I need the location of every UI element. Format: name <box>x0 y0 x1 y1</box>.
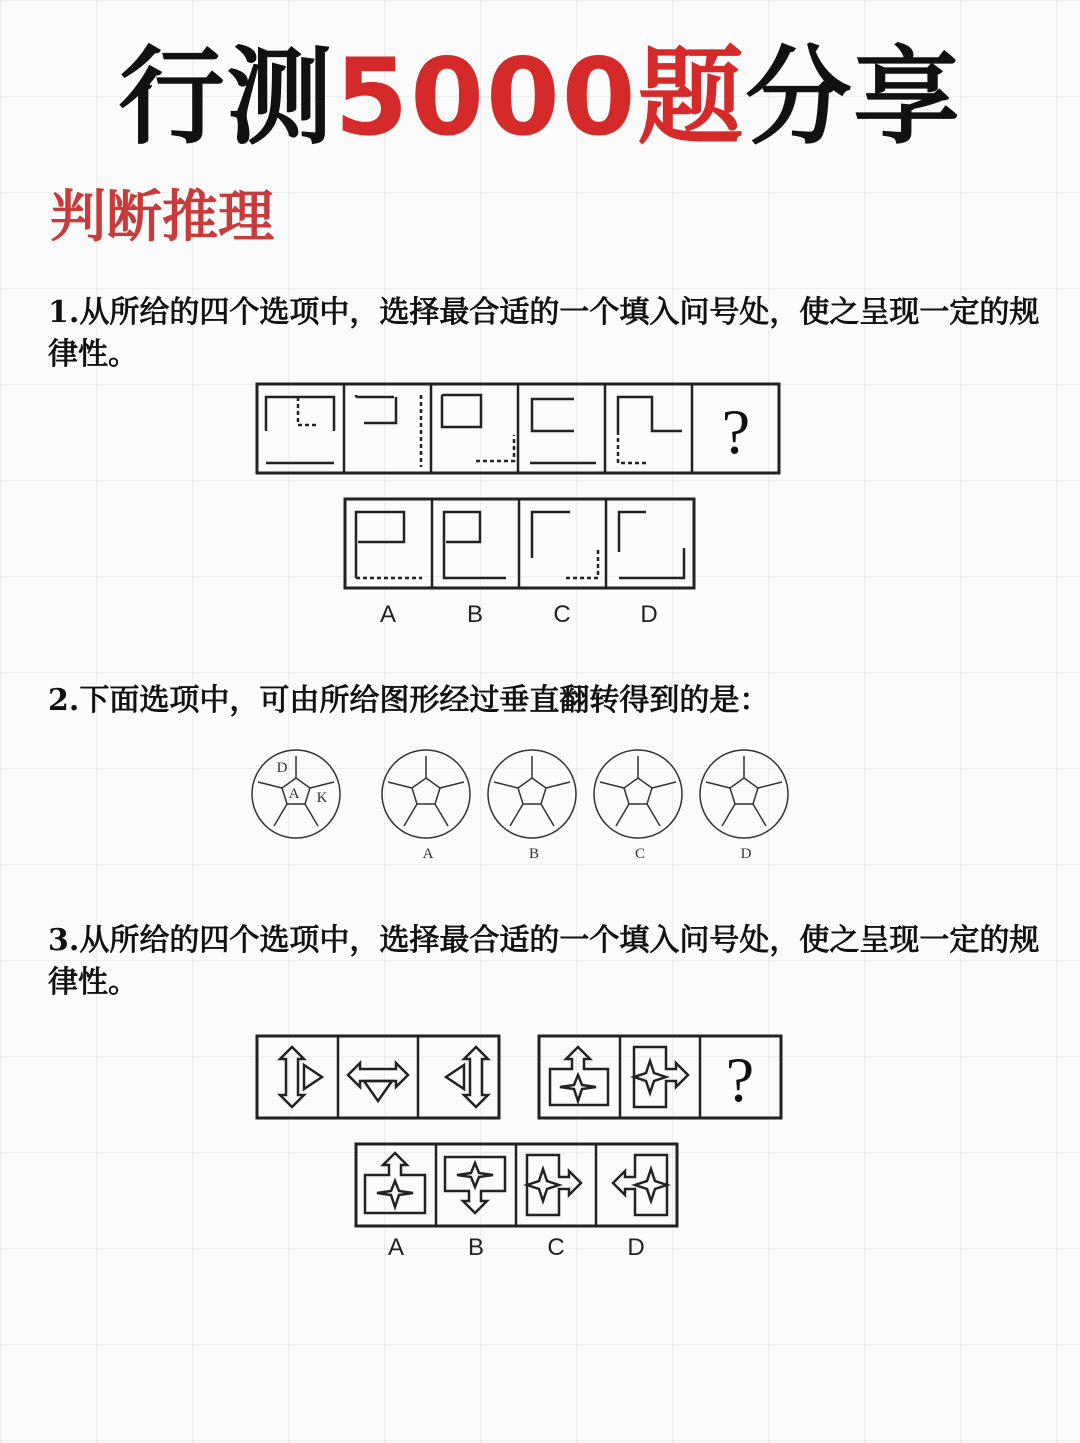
page-title <box>0 38 1080 158</box>
ball-letter-d: D <box>276 760 288 776</box>
ball-letter-a: A <box>288 786 300 802</box>
q1-option-c-label: C <box>553 601 571 628</box>
q1-option-a-label: A <box>379 601 397 628</box>
title-part-2: 5000题 <box>334 36 746 159</box>
question-3-figure <box>256 1035 782 1121</box>
q3-option-b-label: B <box>467 1234 485 1261</box>
title-part-3: 分享 <box>745 36 962 159</box>
q2-option-b-label: B <box>528 846 540 862</box>
question-2-figure <box>248 748 792 863</box>
question-1-text: 1.从所给的四个选项中，选择最合适的一个填入问号处，使之呈现一定的规律性。 <box>48 295 1040 372</box>
question-1-options <box>344 498 696 630</box>
question-3-options <box>355 1143 679 1265</box>
q3-option-c-label: C <box>547 1234 565 1261</box>
title-part-1: 行测 <box>118 36 335 159</box>
ball-letter-k: K <box>316 790 328 806</box>
q1-option-b-label: B <box>466 601 484 628</box>
q3-option-a-label: A <box>387 1234 405 1261</box>
question-1-figure <box>256 383 781 475</box>
q2-option-a-label: A <box>422 846 434 862</box>
question-3-text: 3.从所给的四个选项中，选择最合适的一个填入问号处，使之呈现一定的规律性。 <box>48 923 1040 1000</box>
section-heading: 判断推理 <box>50 184 274 250</box>
question-2-text: 2.下面选项中，可由所给图形经过垂直翻转得到的是： <box>48 683 770 718</box>
question-1-question-mark: ? <box>721 396 751 467</box>
q1-option-d-label: D <box>640 601 658 628</box>
q2-option-c-label: C <box>634 846 646 862</box>
question-3-question-mark: ? <box>725 1044 755 1115</box>
q2-option-d-label: D <box>740 846 752 862</box>
q3-option-d-label: D <box>627 1234 645 1261</box>
